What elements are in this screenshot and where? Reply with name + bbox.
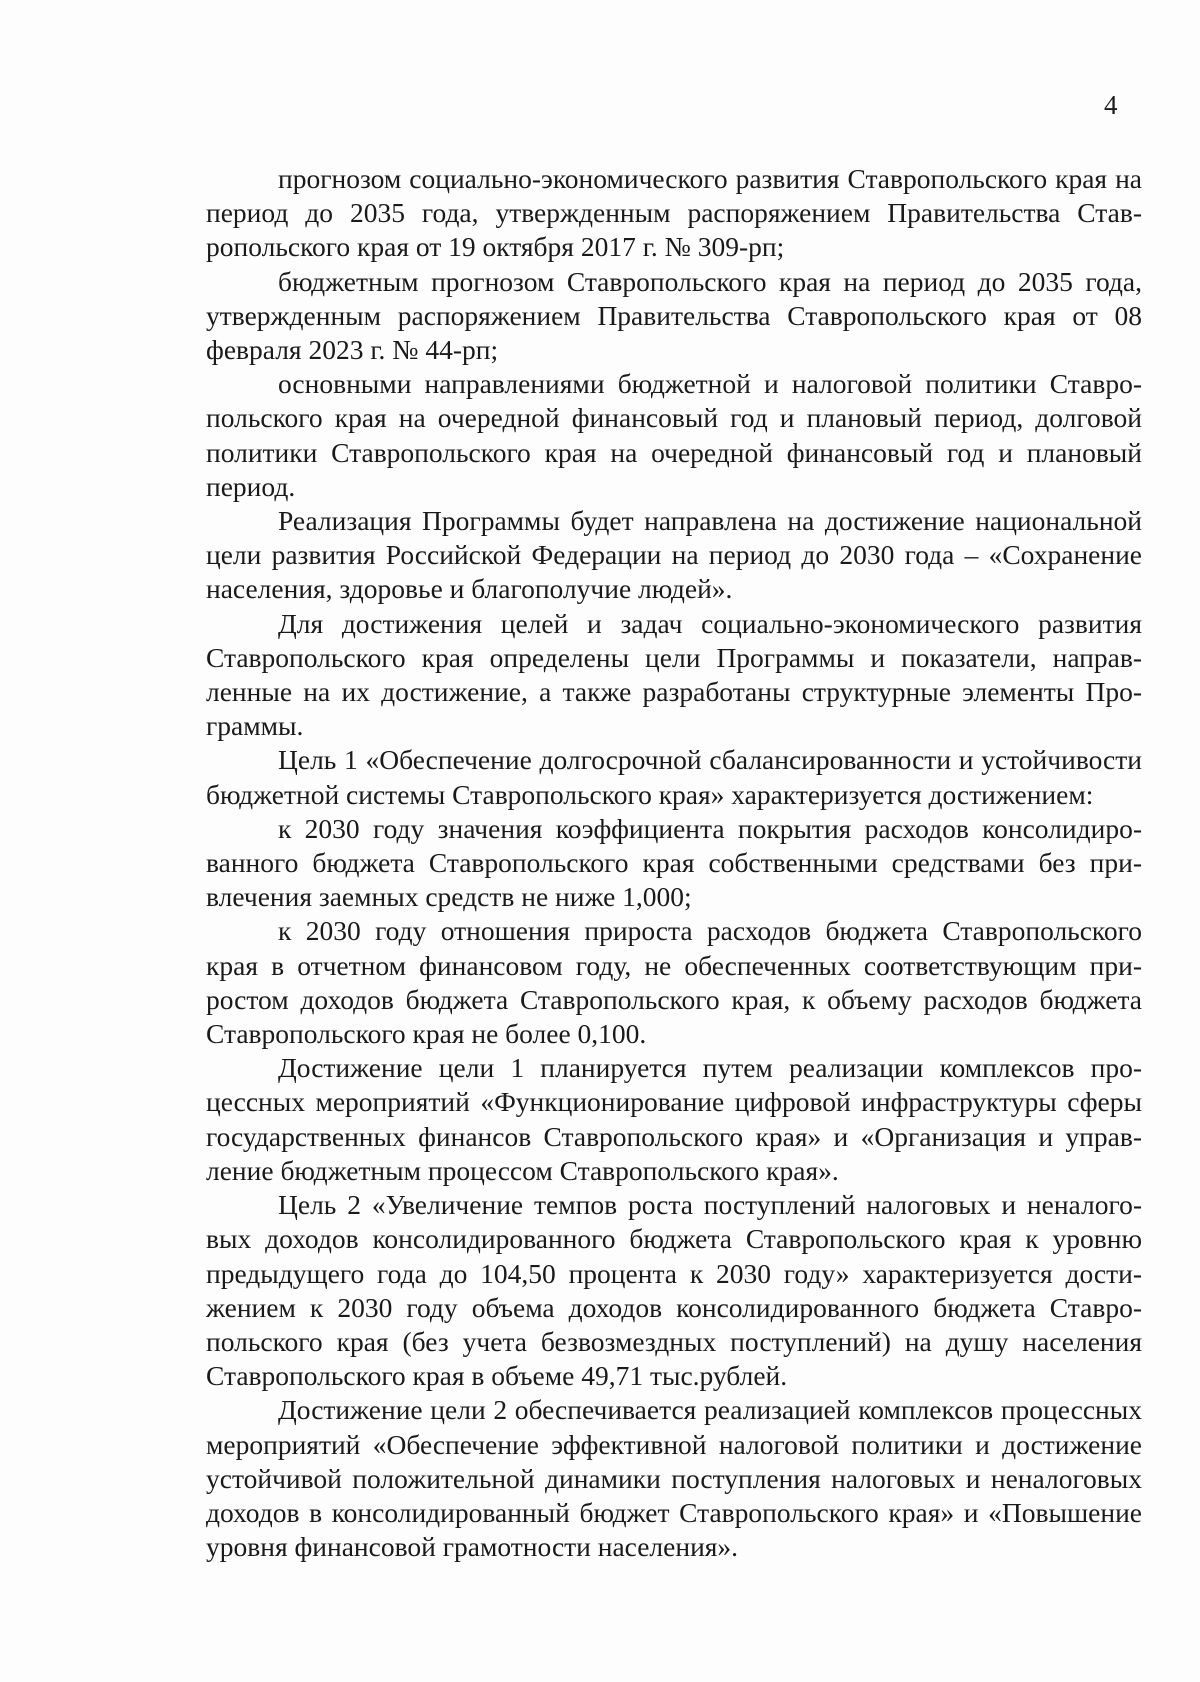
paragraph-program-goals: Для достижения целей и задач социально-экономического развития Ставропольского края определены цели Программы и показатели, направленные на их достижение, а также разработаны структурные элементы Программы.	[206, 607, 1142, 742]
paragraph-goal-1: Цель 1 «Обеспечение долгосрочной сбалансированности и устойчивости бюджетной системы Ставропольского края» характеризуется достижением:	[206, 744, 1142, 810]
paragraph-goal-1-indicator-1: к 2030 году значения коэффициента покрытия расходов консолидированного бюджета Ставропольского края собственными средствами без привлечения заемных средств не ниже 1,000;	[206, 812, 1142, 913]
paragraph-goal-1-indicator-2: к 2030 году отношения прироста расходов бюджета Ставропольского края в отчетном финансовом году, не обеспеченных соответствующим приростом доходов бюджета Ставропольского края, к объему расходов бюджета Ставропольского края не более 0,100.	[206, 915, 1142, 1050]
paragraph-national-goal: Реализация Программы будет направлена на достижение национальной цели развития Российской Федерации на период до 2030 года – «Сохранение населения, здоровье и благополучие людей».	[206, 505, 1142, 605]
paragraph-goal-2-achievement: Достижение цели 2 обеспечивается реализацией комплексов процессных мероприятий «Обеспечение эффективной налоговой политики и достижение устойчивой положительной динамики поступления налоговых и неналоговых доходов в консолидированный бюджет Ставропольского края» и «Повышение уровня финансовой грамотности населения».	[206, 1394, 1142, 1563]
document-body	[206, 162, 1142, 1564]
paragraph-budget-tax-policy: основными направлениями бюджетной и налоговой политики Ставропольского края на очередной финансовый год и плановый период, долговой политики Ставропольского края на очередной финансовый год и плановый период.	[206, 368, 1142, 502]
paragraph-goal-1-achievement: Достижение цели 1 планируется путем реализации комплексов процессных мероприятий «Функционирование цифровой инфраструктуры сферы государственных финансов Ставропольского края» и «Организация и управление бюджетным процессом Ставропольского края».	[206, 1052, 1142, 1186]
paragraph-goal-2: Цель 2 «Увеличение темпов роста поступлений налоговых и неналоговых доходов консолидированного бюджета Ставропольского края к уровню предыдущего года до 104,50 процента к 2030 году» характеризуется достижением к 2030 году объема доходов консолидированного бюджета Ставропольского края (без учета безвозмездных поступлений) на душу населения Ставропольского края в объеме 49,71 тыс.рублей.	[206, 1189, 1142, 1392]
paragraph-forecast-socioeconomic: прогнозом социально-экономического развития Ставропольского края на период до 2035 года, утвержденным распоряжением Правительства Ставропольского края от 19 октября 2017 г. № 309-рп;	[206, 163, 1142, 263]
paragraph-budget-forecast: бюджетным прогнозом Ставропольского края на период до 2035 года, утвержденным распоряжением Правительства Ставропольского края от 08 февраля 2023 г. № 44-рп;	[206, 265, 1142, 366]
page-number: 4	[1104, 90, 1118, 120]
